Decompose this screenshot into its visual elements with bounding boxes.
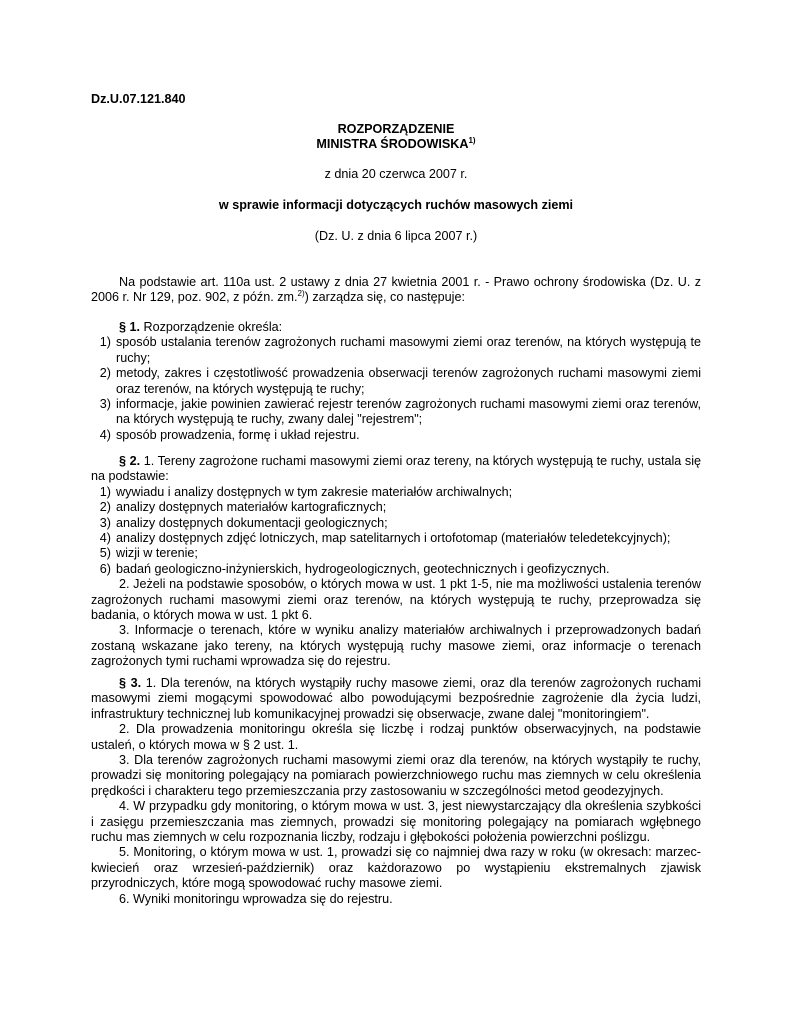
section-3-paragraph-5: 5. Monitoring, o którym mowa w ust. 1, prowadzi się co najmniej dwa razy w roku (w okresach: marzec-kwiecień oraz wrzesień-październik) oraz każdorazowo po wystąpieniu ekstremalnych zjawisk przyrodniczych, które mogą spowodować ruchy masowe ziemi.: [91, 845, 701, 891]
section-3-paragraph-4: 4. W przypadku gdy monitoring, o którym mowa w ust. 3, jest niewystarczający dla określenia szybkości i zasięgu przemieszczania mas ziemnych, prowadzi się monitoring polegający na pomiarach wgłębnego ruchu mas ziemnych w celu rozpoznania liczby, rodzaju i głębokości położenia powierzchni poślizgu.: [91, 799, 701, 845]
section-2-intro: § 2. 1. Tereny zagrożone ruchami masowymi ziemi oraz tereny, na których występują te ruchy, ustala się na podstawie:: [91, 454, 701, 484]
list-item: 3) analizy dostępnych dokumentacji geologicznych;: [99, 515, 388, 530]
footnote-ref-1: 1): [468, 136, 476, 145]
section-3: [91, 676, 701, 907]
title-line-2: MINISTRA ŚRODOWISKA$^{1)}$: [316, 136, 476, 151]
list-item: 6) badań geologiczno-inżynierskich, hydrogeologicznych, geotechnicznych i geofizycznych.: [99, 561, 610, 576]
list-item: 2) metody, zakres i częstotliwość prowadzenia obserwacji terenów zagrożonych ruchami masowymi ziemi oraz terenów, na których występują te ruchy;: [99, 366, 701, 396]
document-subject: w sprawie informacji dotyczących ruchów masowych ziemi: [218, 198, 574, 212]
section-3-paragraph-2: 2. Dla prowadzenia monitoringu określa się liczbę i rodzaj punktów obserwacyjnych, na podstawie ustaleń, o których mowa w § 2 ust. 1.: [91, 722, 701, 752]
section-1-intro: § 1. Rozporządzenie określa:: [119, 320, 283, 334]
section-1: [91, 320, 701, 443]
doc-id: Dz.U.07.121.840: [91, 92, 186, 106]
publication-info: (Dz. U. z dnia 6 lipca 2007 r.): [314, 229, 478, 243]
list-item: 1) sposób ustalania terenów zagrożonych ruchami masowymi ziemi oraz terenów, na których występują te ruchy;: [99, 335, 701, 365]
list-item: 1) wywiadu i analizy dostępnych w tym zakresie materiałów archiwalnych;: [99, 484, 513, 499]
title-line-1: ROZPORZĄDZENIE: [337, 122, 455, 136]
list-item: 4) analizy dostępnych zdjęć lotniczych, map satelitarnych i ortofotomap (materiałów teledetekcyjnych);: [99, 531, 671, 546]
footnote-ref-2: 2): [297, 289, 305, 299]
list-item: 4) sposób prowadzenia, formę i układ rejestru.: [99, 427, 360, 442]
section-3-paragraph-6: 6. Wyniki monitoringu wprowadza się do rejestru.: [119, 891, 393, 906]
preamble: Na podstawie art. 110a ust. 2 ustawy z dnia 27 kwietnia 2001 r. - Prawo ochrony środowiska (Dz. U. z 2006 r. Nr 129, poz. 902, z późn. zm.$^{2)}$) zarządza się, co następuje:: [91, 275, 701, 305]
section-3-paragraph-3: 3. Dla terenów zagrożonych ruchami masowymi ziemi oraz dla terenów, na których wystąpiły te ruchy, prowadzi się monitoring polegający na pomiarach powierzchniowego ruchu mas ziemnych w celu określenia prędkości i charakteru tego przemieszczania przy zastosowaniu w szczególności metod geodezyjnych.: [91, 753, 701, 798]
section-3-paragraph-1: § 3. 1. Dla terenów, na których wystąpiły ruchy masowe ziemi, oraz dla terenów zagrożonych ruchami masowymi ziemi mogącymi spowodować albo powodującymi bezpośrednie zagrożenie dla życia ludzi, infrastruktury technicznej lub komunikacyjnej prowadzi się obserwacje, zwane dalej "monitoringiem".: [91, 676, 701, 721]
list-item: 2) analizy dostępnych materiałów kartograficznych;: [99, 500, 387, 515]
section-2-paragraph-2: 2. Jeżeli na podstawie sposobów, o których mowa w ust. 1 pkt 1-5, nie ma możliwości ustalenia terenów zagrożonych ruchami masowymi ziemi oraz terenów, na których występują te ruchy, przeprowadza się badania, o których mowa w ust. 1 pkt 6.: [91, 577, 701, 623]
list-item: 5) wizji w terenie;: [99, 546, 198, 561]
section-2-paragraph-3: 3. Informacje o terenach, które w wyniku analizy materiałów archiwalnych i przeprowadzonych badań zostaną wskazane jako tereny, na których występują ruchy masowe ziemi, oraz informacje o terenach zagrożonych tymi ruchami wprowadza się do rejestru.: [91, 623, 701, 669]
section-2: [91, 454, 701, 670]
list-item: 3) informacje, jakie powinien zawierać rejestr terenów zagrożonych ruchami masowymi ziemi oraz terenów, na których występują te ruchy, zwany dalej "rejestrem";: [99, 397, 701, 427]
document-date: z dnia 20 czerwca 2007 r.: [324, 167, 468, 181]
